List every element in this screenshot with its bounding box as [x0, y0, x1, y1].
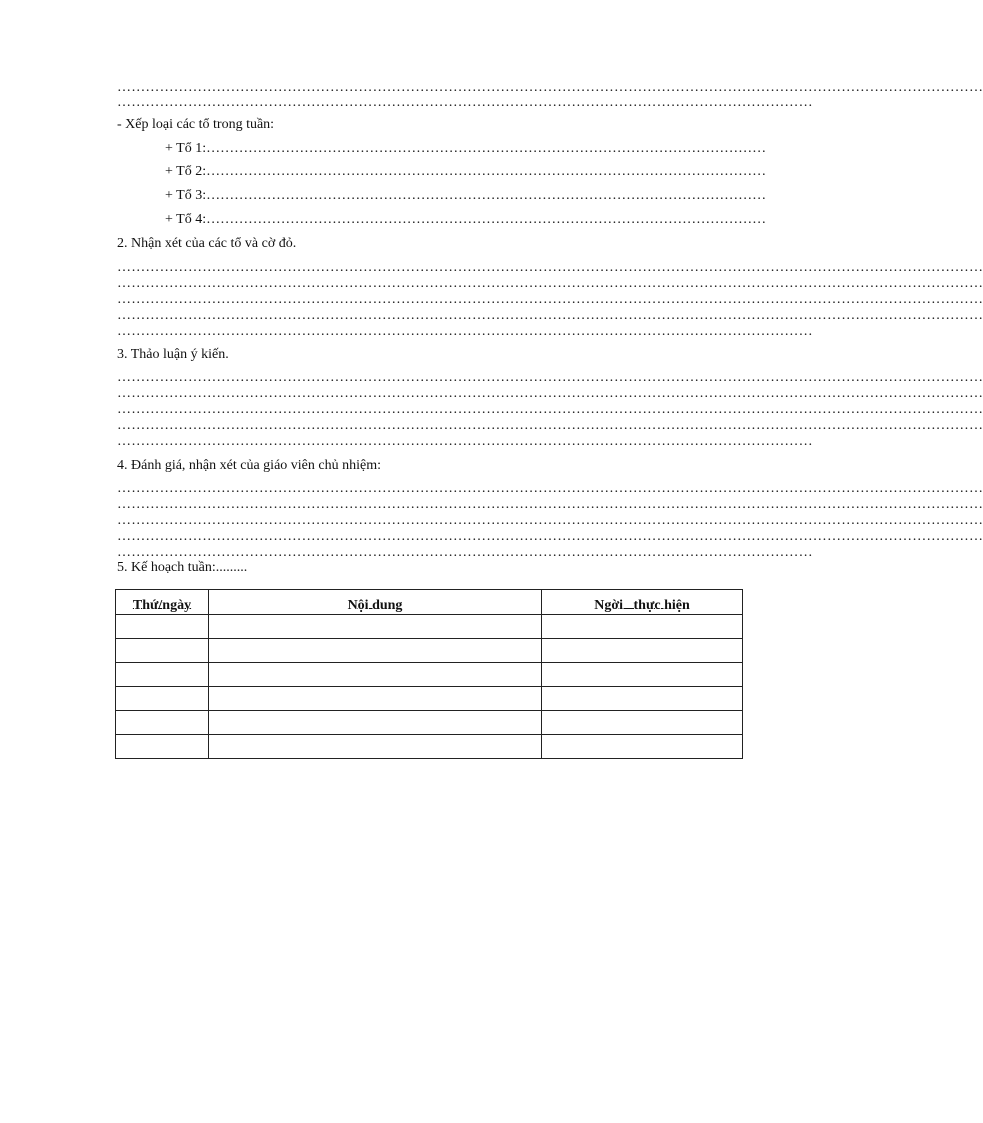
dotted-line: ………………………………………………………………………………………………………………………………………………………………… — [117, 80, 983, 95]
dotted-line: ………………………………………………………………………………………………………………………………………………………………… — [117, 260, 983, 275]
dotted-line: ………………………………………………………………………………………………………………………………………………………………… — [117, 370, 983, 385]
section-2-heading: 2. Nhận xét của các tổ và cờ đỏ. — [117, 236, 297, 251]
cell-day[interactable] — [116, 639, 209, 663]
dotted-line: ………………………………………………………………………………………………………………………………………………………………… — [117, 481, 983, 496]
table-row — [116, 687, 743, 711]
cell-day[interactable] — [116, 687, 209, 711]
to-3-item: + Tổ 3:………………………………………………………………………………………………………… — [165, 188, 767, 203]
section-3-heading: 3. Thảo luận ý kiến. — [117, 347, 229, 362]
dotted-line: ………………………………………………………………………………………………………………………………… — [117, 434, 813, 449]
cell-person[interactable] — [542, 663, 743, 687]
table-row — [116, 639, 743, 663]
dotted-line: ………………………………………………………………………………………………………………………………………………………………… — [117, 513, 983, 528]
cell-content[interactable] — [209, 663, 542, 687]
cell-content[interactable] — [209, 711, 542, 735]
cell-day[interactable] — [116, 735, 209, 759]
dotted-line: ………………………………………………………………………………………………………………………………………………………………… — [117, 402, 983, 417]
cell-day[interactable] — [116, 663, 209, 687]
table-body — [116, 615, 743, 759]
dotted-line: ………………………………………………………………………………………………………………………………………………………………… — [117, 292, 983, 307]
column-header-content: Nội dung — [209, 590, 542, 615]
cell-content[interactable] — [209, 687, 542, 711]
column-header-person: Ngời thực hiện — [542, 590, 743, 615]
cell-person[interactable] — [542, 687, 743, 711]
to-2-item: + Tổ 2:………………………………………………………………………………………………………… — [165, 164, 767, 179]
table-row — [116, 663, 743, 687]
dotted-line: ………………………………………………………………………………………………………………………………………………………………… — [117, 276, 983, 291]
dotted-line: ………………………………………………………………………………………………………………………………………………………………… — [117, 308, 983, 323]
cell-person[interactable] — [542, 615, 743, 639]
xep-loai-heading: - Xếp loại các tổ trong tuần: — [117, 117, 275, 132]
cell-day[interactable] — [116, 615, 209, 639]
weekly-plan-table — [115, 589, 743, 759]
dotted-line: ………………………………………………………………………………………………………………………………………………………………… — [117, 386, 983, 401]
dotted-line: ………………………………………………………………………………………………………………………………………………………………… — [117, 418, 983, 433]
cell-content[interactable] — [209, 615, 542, 639]
cell-person[interactable] — [542, 639, 743, 663]
cell-content[interactable] — [209, 639, 542, 663]
dotted-line: ………………………………………………………………………………………………………………………………… — [117, 95, 813, 110]
dotted-line: ………………………………………………………………………………………………………………………………… — [117, 324, 813, 339]
table-row — [116, 711, 743, 735]
dotted-line: ………………………………………………………………………………………………………………………………… — [117, 545, 813, 560]
section-5-heading: 5. Kế hoạch tuần:......... — [117, 560, 248, 575]
table-row — [116, 615, 743, 639]
cell-person[interactable] — [542, 735, 743, 759]
cell-person[interactable] — [542, 711, 743, 735]
table-row — [116, 735, 743, 759]
cell-day[interactable] — [116, 711, 209, 735]
to-4-item: + Tổ 4:………………………………………………………………………………………………………… — [165, 212, 767, 227]
dotted-line: ………………………………………………………………………………………………………………………………………………………………… — [117, 497, 983, 512]
column-header-day: Thứ/ngày — [116, 590, 209, 615]
cell-content[interactable] — [209, 735, 542, 759]
to-1-item: + Tổ 1:………………………………………………………………………………………………………… — [165, 141, 767, 156]
dotted-line: ………………………………………………………………………………………………………………………………………………………………… — [117, 529, 983, 544]
table-header-row — [116, 590, 743, 615]
section-4-heading: 4. Đánh giá, nhận xét của giáo viên chủ nhiệm: — [117, 458, 381, 473]
